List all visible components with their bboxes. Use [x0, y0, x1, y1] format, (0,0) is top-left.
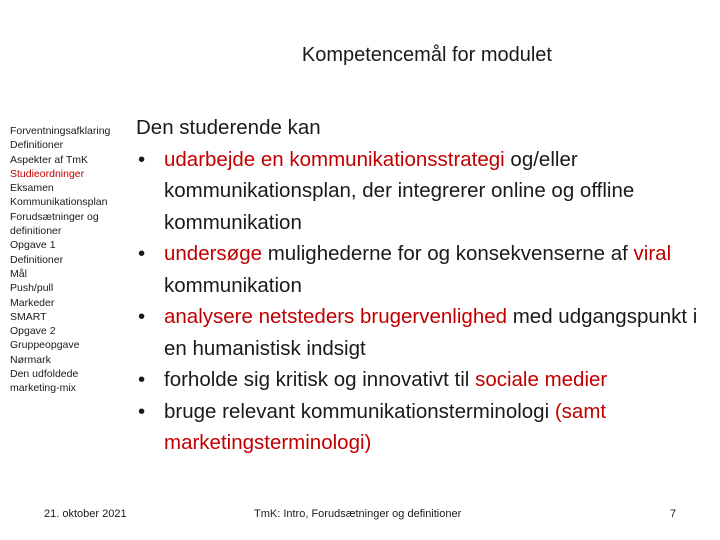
- competence-item: [136, 144, 716, 239]
- highlighted-text: viral: [633, 242, 672, 265]
- sidebar-item[interactable]: Aspekter af TmK: [10, 153, 89, 166]
- sidebar-item[interactable]: Markeder: [10, 296, 55, 309]
- bullet-icon: •: [138, 305, 146, 328]
- competence-item: [136, 396, 716, 459]
- sidebar-item[interactable]: SMART: [10, 310, 47, 323]
- sidebar-item[interactable]: Eksamen: [10, 182, 54, 195]
- item-text: forholde sig kritisk og innovativt til: [164, 368, 476, 391]
- bullet-icon: •: [138, 368, 146, 391]
- item-text: mulighederne for og konsekvenserne af: [262, 242, 634, 265]
- competence-item: [136, 301, 716, 364]
- sidebar-nav: [10, 124, 128, 396]
- bullet-icon: •: [138, 242, 146, 265]
- sidebar-item[interactable]: Definitioner: [10, 253, 64, 266]
- competence-item: [136, 238, 716, 301]
- footer-date: 21. oktober 2021: [44, 508, 127, 520]
- item-text: og/eller kommunikationsplan, der integrerer online og offline kommunikation: [164, 147, 635, 234]
- sidebar-item[interactable]: Forventningsafklaring: [10, 125, 111, 137]
- sidebar-item[interactable]: Den udfoldede marketing-mix: [10, 368, 79, 395]
- sidebar-item[interactable]: Push/pull: [10, 282, 54, 295]
- competence-list: [136, 144, 716, 459]
- sidebar-item[interactable]: Nørmark: [10, 353, 51, 366]
- item-text: bruge relevant kommunikationsterminologi: [164, 399, 555, 423]
- highlighted-text: sociale medier: [475, 368, 608, 391]
- sidebar-item[interactable]: Gruppeopgave: [10, 339, 80, 352]
- item-text: kommunikation: [164, 273, 302, 297]
- competence-item: [136, 364, 716, 396]
- intro-text: Den studerende kan: [136, 116, 321, 139]
- highlighted-text: undersøge: [164, 242, 263, 265]
- bullet-icon: •: [138, 147, 146, 171]
- bullet-icon: •: [138, 399, 146, 423]
- sidebar-item[interactable]: Forudsætninger og definitioner: [10, 210, 99, 238]
- sidebar-item[interactable]: Kommunikationsplan: [10, 196, 108, 209]
- main-content: [136, 112, 716, 459]
- sidebar-item[interactable]: Mål: [10, 267, 27, 280]
- page-number: 7: [670, 508, 677, 520]
- slide-title: Kompetencemål for modulet: [301, 44, 552, 66]
- sidebar-item[interactable]: Opgave 2: [10, 325, 56, 338]
- sidebar-item[interactable]: Definitioner: [10, 139, 64, 152]
- highlighted-text: analysere netsteders brugervenlighed: [164, 305, 508, 328]
- footer-title: TmK: Intro, Forudsætninger og definitioner: [254, 508, 462, 520]
- highlighted-text: udarbejde en kommunikationsstrategi: [164, 147, 505, 171]
- sidebar-item[interactable]: Opgave 1: [10, 239, 56, 252]
- highlighted-text: (samt marketingsterminologi): [164, 399, 607, 454]
- sidebar-item[interactable]: Studieordninger: [10, 167, 85, 180]
- item-text: med udgangspunkt i en humanistisk indsigt: [164, 305, 698, 360]
